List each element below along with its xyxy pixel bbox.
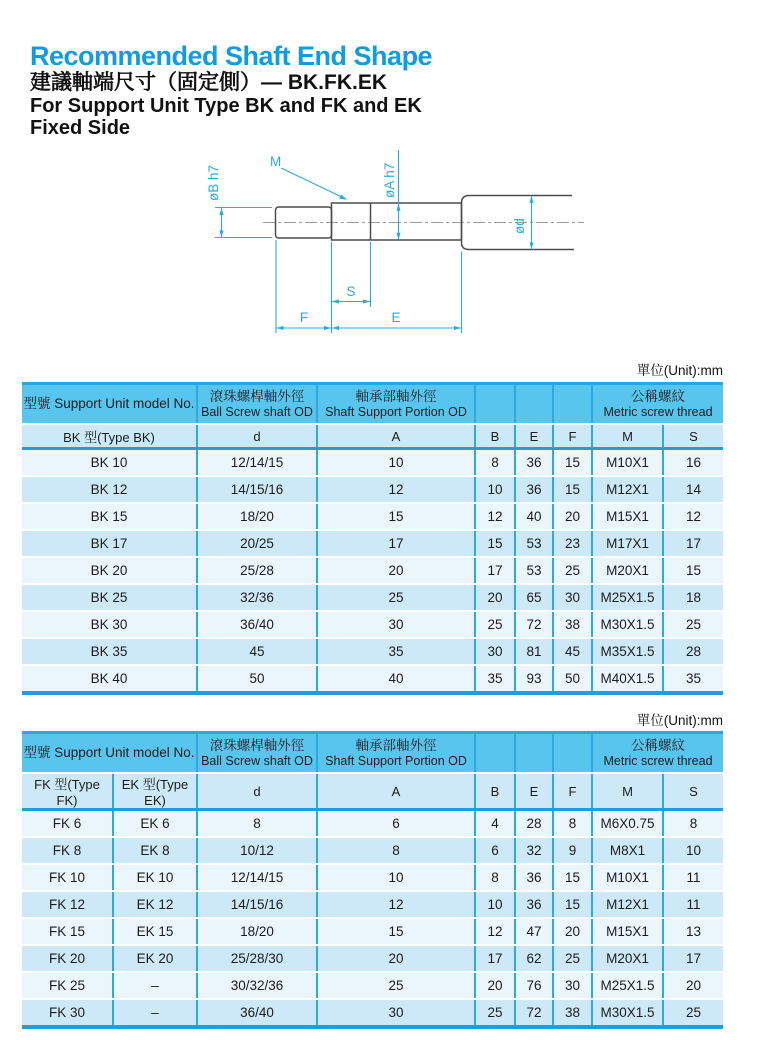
table-cell: 17 (663, 530, 723, 557)
table-cell: 40 (317, 665, 475, 693)
table-cell: 36 (515, 891, 553, 918)
subcol-f: F (553, 773, 592, 810)
table-row (22, 665, 723, 693)
table-row (22, 611, 723, 638)
table-cell: 25 (553, 557, 592, 584)
bk-spec-table (22, 382, 723, 695)
subcol-f: F (553, 424, 592, 449)
table-cell: 50 (553, 665, 592, 693)
col-metric-header: 公稱螺紋 Metric screw thread (592, 384, 723, 425)
table-cell: 12 (475, 503, 515, 530)
table-cell: 15 (317, 503, 475, 530)
table-row (22, 557, 723, 584)
table-cell: BK 12 (22, 476, 197, 503)
bk-subheader-row (22, 424, 723, 449)
label-dia-a: øA h7 (382, 162, 397, 198)
table-cell: 10 (663, 837, 723, 864)
subcol-type-fk: FK 型(Type FK) (22, 773, 113, 810)
table-cell: 8 (475, 864, 515, 891)
table-cell: 72 (515, 999, 553, 1027)
subcol-b: B (475, 424, 515, 449)
fk-table-body (22, 810, 723, 1028)
table-cell: BK 40 (22, 665, 197, 693)
table-cell: 11 (663, 891, 723, 918)
table-cell: 10 (475, 476, 515, 503)
table-cell: M20X1 (592, 557, 663, 584)
col-model-header: 型號 Support Unit model No. (22, 384, 197, 425)
table-cell: 53 (515, 530, 553, 557)
table-cell: 15 (663, 557, 723, 584)
table-cell: BK 35 (22, 638, 197, 665)
table-cell: 8 (317, 837, 475, 864)
dimension-arrows (219, 195, 533, 331)
table-cell: 25 (317, 584, 475, 611)
table-row (22, 503, 723, 530)
table-cell: BK 10 (22, 449, 197, 477)
table-row (22, 810, 723, 838)
table-cell: 20 (475, 584, 515, 611)
subcol-s: S (663, 773, 723, 810)
table-cell: M12X1 (592, 891, 663, 918)
page-title: Recommended Shaft End Shape (30, 41, 433, 71)
table-cell: M20X1 (592, 945, 663, 972)
table-cell: 14/15/16 (197, 476, 317, 503)
table-row (22, 918, 723, 945)
table-cell: 15 (553, 864, 592, 891)
subcol-m: M (592, 424, 663, 449)
table-cell: EK 20 (113, 945, 197, 972)
table-cell: 17 (317, 530, 475, 557)
dimension-lines (215, 150, 532, 333)
col-ballscrew-header: 滾珠螺桿軸外徑 Ball Screw shaft OD (197, 733, 317, 774)
table-cell: M6X0.75 (592, 810, 663, 838)
table-cell: M25X1.5 (592, 972, 663, 999)
table-cell: 40 (515, 503, 553, 530)
table-cell: FK 30 (22, 999, 113, 1027)
table-cell: EK 6 (113, 810, 197, 838)
table-cell: 12 (317, 476, 475, 503)
table-cell: FK 20 (22, 945, 113, 972)
table-row (22, 837, 723, 864)
table-cell: 8 (197, 810, 317, 838)
unit-label-fk: 單位(Unit):mm (636, 713, 723, 728)
table-cell: 25 (686, 1005, 702, 1020)
table-cell: 30 (317, 611, 475, 638)
table-cell: 30 (475, 638, 515, 665)
table-cell: FK 12 (22, 891, 113, 918)
subcol-s: S (663, 424, 723, 449)
page-header (30, 42, 432, 139)
table-cell: 10 (475, 891, 515, 918)
table-cell: 12 (663, 503, 723, 530)
bk-header-row (22, 384, 723, 425)
subcol-type-bk: BK 型(Type BK) (22, 424, 197, 449)
subcol-a: A (317, 773, 475, 810)
table-cell: – (113, 972, 197, 999)
fk-subheader-row (22, 773, 723, 810)
table-cell: M30X1.5 (592, 611, 663, 638)
table-cell: 20 (553, 918, 592, 945)
table-row (22, 584, 723, 611)
table-cell: M40X1.5 (592, 665, 663, 693)
table-cell: – (113, 999, 197, 1027)
table-cell: 30 (553, 584, 592, 611)
table-cell: BK 25 (22, 584, 197, 611)
col-e-header-empty (515, 384, 553, 425)
subcol-d: d (197, 424, 317, 449)
unit-label-bk: 單位(Unit):mm (636, 363, 723, 378)
col-support-header: 軸承部軸外徑 Shaft Support Portion OD (317, 733, 475, 774)
table-cell: FK 8 (22, 837, 113, 864)
subcol-m: M (592, 773, 663, 810)
table-cell: 25 (553, 945, 592, 972)
col-support-header: 軸承部軸外徑 Shaft Support Portion OD (317, 384, 475, 425)
table-cell: 76 (515, 972, 553, 999)
table-cell: 6 (317, 810, 475, 838)
table-cell: 28 (515, 810, 553, 838)
subcol-type-ek: EK 型(Type EK) (113, 773, 197, 810)
table-row (22, 638, 723, 665)
col-metric-header: 公稱螺紋 Metric screw thread (592, 733, 723, 774)
col-e-header-empty (515, 733, 553, 774)
table-cell: BK 15 (22, 503, 197, 530)
table-cell: 4 (475, 810, 515, 838)
table-cell: EK 15 (113, 918, 197, 945)
label-dim-e: E (391, 310, 401, 325)
table-cell: 35 (317, 638, 475, 665)
table-cell: 10/12 (197, 837, 317, 864)
table-cell: 50 (197, 665, 317, 693)
table-cell: 45 (553, 638, 592, 665)
col-model-header: 型號 Support Unit model No. (22, 733, 197, 774)
table-row (22, 999, 723, 1027)
table-cell: EK 10 (113, 864, 197, 891)
table-row (22, 449, 723, 477)
table-cell: FK 10 (22, 864, 113, 891)
table-cell: 36 (515, 476, 553, 503)
col-ballscrew-header: 滾珠螺桿軸外徑 Ball Screw shaft OD (197, 384, 317, 425)
label-thread-m: M (270, 154, 282, 169)
table-cell: M30X1.5 (592, 999, 663, 1027)
table-cell: 30/32/36 (197, 972, 317, 999)
table-cell: M8X1 (592, 837, 663, 864)
fk-header-row (22, 733, 723, 774)
shaft-end-diagram (195, 138, 595, 345)
table-cell: EK 8 (113, 837, 197, 864)
table-cell: 8 (553, 810, 592, 838)
table-cell: 65 (515, 584, 553, 611)
table-cell: 13 (663, 918, 723, 945)
table-cell: M17X1 (592, 530, 663, 557)
label-dia-b: øB h7 (206, 164, 221, 201)
page-subtitle-zh: 建議軸端尺寸（固定側）— BK.FK.EK (30, 71, 387, 95)
table-cell: 12 (317, 891, 475, 918)
table-cell: 15 (553, 449, 592, 477)
table-cell: 15 (317, 918, 475, 945)
table-cell: 20 (475, 972, 515, 999)
table-cell: 36/40 (197, 999, 317, 1027)
table-cell: BK 30 (22, 611, 197, 638)
table-row (22, 864, 723, 891)
table-cell: 38 (553, 611, 592, 638)
table-cell: 11 (663, 864, 723, 891)
table-cell: BK 20 (22, 557, 197, 584)
table-cell: 28 (663, 638, 723, 665)
table-cell: 32/36 (197, 584, 317, 611)
table-cell: M35X1.5 (592, 638, 663, 665)
table-row (22, 476, 723, 503)
table-cell: 38 (553, 999, 592, 1027)
table-cell: 20 (317, 945, 475, 972)
table-cell: 25/28/30 (197, 945, 317, 972)
table-cell: 20 (317, 557, 475, 584)
table-cell: 25 (475, 611, 515, 638)
table-cell: 30 (317, 999, 475, 1027)
table-cell: 18 (663, 584, 723, 611)
table-cell: 36 (515, 864, 553, 891)
fk-ek-spec-table (22, 731, 723, 1029)
col-f-header-empty (553, 733, 592, 774)
table-row (22, 972, 723, 999)
table-cell: 9 (553, 837, 592, 864)
table-cell: 36/40 (197, 611, 317, 638)
table-cell: 6 (475, 837, 515, 864)
table-cell: 72 (515, 611, 553, 638)
table-cell: 12 (475, 918, 515, 945)
table-cell: 18/20 (197, 503, 317, 530)
table-cell: EK 12 (113, 891, 197, 918)
table-cell: FK 15 (22, 918, 113, 945)
table-cell: 15 (553, 476, 592, 503)
table-cell: 12/14/15 (197, 864, 317, 891)
label-dia-d: ød (512, 218, 527, 234)
table-cell: 8 (475, 449, 515, 477)
table-cell: 8 (663, 810, 723, 838)
table-cell: M15X1 (592, 918, 663, 945)
subcol-b: B (475, 773, 515, 810)
table-row (22, 530, 723, 557)
page-subtitle-en-2: Fixed Side (30, 117, 131, 140)
table-cell: 93 (515, 665, 553, 693)
table-cell: 53 (515, 557, 553, 584)
table-cell: 10 (317, 864, 475, 891)
table-cell: M10X1 (592, 864, 663, 891)
table-cell: FK 25 (22, 972, 113, 999)
table-cell: 20 (663, 972, 723, 999)
table-cell: M25X1.5 (592, 584, 663, 611)
table-cell: 14/15/16 (197, 891, 317, 918)
table-cell: 16 (663, 449, 723, 477)
table-cell: 25/28 (197, 557, 317, 584)
table-cell: 25 (475, 999, 515, 1027)
table-cell: M10X1 (592, 449, 663, 477)
subcol-a: A (317, 424, 475, 449)
table-cell: 35 (685, 671, 702, 686)
label-dim-f: F (299, 310, 309, 325)
table-cell: 25 (317, 972, 475, 999)
table-cell: 30 (553, 972, 592, 999)
table-cell: 18/20 (197, 918, 317, 945)
table-cell: FK 6 (22, 810, 113, 838)
table-cell: M12X1 (592, 476, 663, 503)
table-row (22, 945, 723, 972)
table-cell: 35 (475, 665, 515, 693)
table-cell: M15X1 (592, 503, 663, 530)
page-subtitle-en-1: For Support Unit Type BK and FK and EK (30, 95, 422, 118)
col-b-header-empty (475, 384, 515, 425)
table-cell: 62 (515, 945, 553, 972)
table-cell: 10 (317, 449, 475, 477)
label-dim-s: S (346, 284, 356, 299)
table-cell: BK 17 (22, 530, 197, 557)
subcol-e: E (515, 773, 553, 810)
table-cell: 81 (515, 638, 553, 665)
table-cell: 15 (475, 530, 515, 557)
subcol-d: d (197, 773, 317, 810)
bk-table-body (22, 449, 723, 694)
table-cell: 25 (663, 611, 723, 638)
table-cell: 23 (553, 530, 592, 557)
table-cell: 47 (515, 918, 553, 945)
table-cell: 32 (515, 837, 553, 864)
table-cell: 17 (475, 557, 515, 584)
col-f-header-empty (553, 384, 592, 425)
table-cell: 45 (197, 638, 317, 665)
table-cell: 36 (515, 449, 553, 477)
table-cell: 15 (553, 891, 592, 918)
table-row (22, 891, 723, 918)
table-cell: 17 (475, 945, 515, 972)
subcol-e: E (515, 424, 553, 449)
table-cell: 20 (553, 503, 592, 530)
table-cell: 17 (663, 945, 723, 972)
table-cell: 12/14/15 (197, 449, 317, 477)
col-b-header-empty (475, 733, 515, 774)
table-cell: 14 (663, 476, 723, 503)
table-cell: 20/25 (197, 530, 317, 557)
